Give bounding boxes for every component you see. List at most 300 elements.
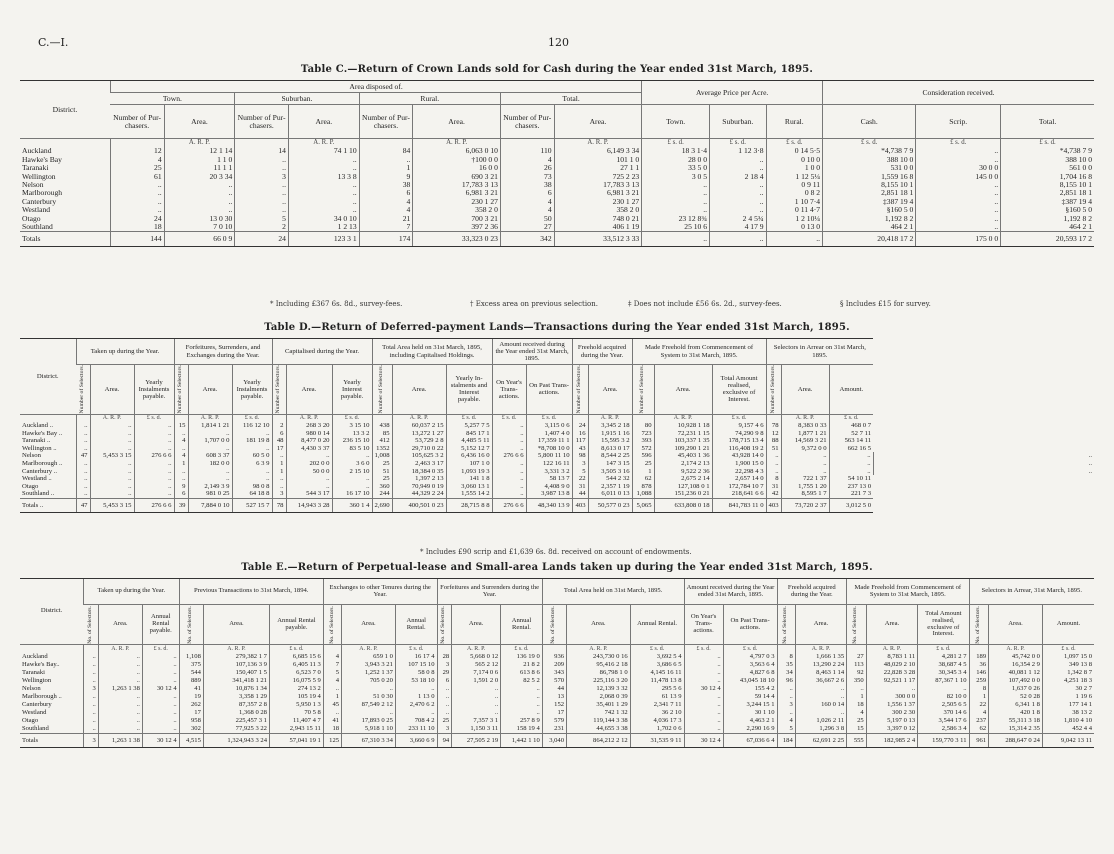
- unit-cell: A. R. P.: [342, 645, 396, 654]
- value-cell: 370 14 6: [918, 709, 969, 717]
- value-cell: 0 9 11: [766, 181, 823, 189]
- value-cell: 0 14 5·5: [766, 147, 823, 155]
- value-cell: 3: [272, 490, 286, 498]
- unit-cell: A. R. P.: [98, 645, 142, 654]
- value-cell: 73,720 2 37: [781, 499, 829, 513]
- value-cell: ..: [76, 483, 90, 491]
- value-cell: 21 8 2: [501, 661, 543, 669]
- value-cell: 0 13 0: [766, 223, 823, 232]
- value-cell: ..: [110, 206, 164, 214]
- value-cell: 23 12 8¾: [642, 215, 710, 223]
- value-cell: ..: [142, 693, 179, 701]
- unit-cell: £ s. d.: [492, 414, 526, 422]
- value-cell: *4,738 7 9: [823, 147, 916, 155]
- avg-rural-header: Rural.: [766, 105, 823, 139]
- value-cell: ..: [272, 475, 286, 483]
- value-cell: 27 1 1: [554, 164, 642, 172]
- taken-up-header: Taken up during the Year.: [76, 339, 174, 365]
- value-cell: ..: [110, 181, 164, 189]
- value-cell: 25 10 6: [642, 223, 710, 232]
- value-cell: 12,139 3 32: [567, 685, 631, 693]
- value-cell: 2,174 2 13: [654, 460, 712, 468]
- value-cell: 300 0 0: [866, 693, 917, 701]
- table-row: [20, 164, 1094, 172]
- amount-header: Amount.: [829, 365, 873, 415]
- value-cell: 33,512 3 33: [554, 232, 642, 246]
- value-cell: 92,521 1 17: [866, 677, 917, 685]
- district-header: District.: [20, 81, 110, 139]
- value-cell: ..: [235, 164, 289, 172]
- value-cell: 78: [272, 499, 286, 513]
- value-cell: 563 14 11: [829, 437, 873, 445]
- value-cell: ..: [142, 701, 179, 709]
- value-cell: 2: [272, 422, 286, 430]
- district-header: District.: [20, 339, 76, 415]
- num-purchasers-header: Number of Pur-chasers.: [110, 105, 164, 139]
- value-cell: 980 0 14: [286, 430, 332, 438]
- table-e: [20, 578, 1094, 748]
- value-cell: 1,368 0 28: [203, 709, 269, 717]
- district-cell: Hawke's Bay..: [22, 661, 60, 668]
- value-cell: 3: [572, 460, 588, 468]
- value-cell: 30,345 3 4: [918, 669, 969, 677]
- value-cell: 117: [572, 437, 588, 445]
- value-cell: 85: [372, 430, 392, 438]
- value-cell: 388 10 0: [823, 156, 916, 164]
- value-cell: ..: [452, 685, 501, 693]
- value-cell: 1,556 1 37: [866, 701, 917, 709]
- units-row: [20, 414, 1094, 422]
- suburban-header: Suburban.: [235, 93, 359, 105]
- value-cell: 8,595 1 7: [781, 490, 829, 498]
- district-cell: Taranaki: [22, 669, 45, 676]
- value-cell: 27: [847, 653, 867, 661]
- value-cell: 8,155 10 1: [823, 181, 916, 189]
- value-cell: ..: [492, 475, 526, 483]
- value-cell: 1: [174, 460, 188, 468]
- on-year-header: On Year's Trans-actions.: [492, 365, 526, 415]
- value-cell: §160 5 0: [1001, 206, 1094, 214]
- unit-cell: £ s. d.: [332, 414, 372, 422]
- value-cell: 60,037 2 15: [392, 422, 446, 430]
- value-cell: 2,470 6 2: [395, 701, 437, 709]
- value-cell: 936: [542, 653, 566, 661]
- value-cell: 73: [500, 173, 554, 181]
- value-cell: 349 13 8: [1042, 661, 1094, 669]
- num-selectors-label: No. of Selectors.: [86, 605, 93, 644]
- value-cell: 18: [323, 725, 341, 734]
- value-cell: 84: [359, 147, 413, 155]
- amount-header: Amount.: [1042, 605, 1094, 645]
- value-cell: 276 6 6: [134, 499, 174, 513]
- value-cell: 8,783 1 11: [866, 653, 917, 661]
- value-cell: ..: [916, 189, 1001, 197]
- value-cell: 3,345 2 18: [588, 422, 632, 430]
- value-cell: 159,770 3 11: [918, 734, 969, 748]
- made-freehold-header: Made Freehold from Commencement of System to 31st March, 1895.: [847, 579, 969, 605]
- value-cell: 6: [500, 189, 554, 197]
- value-cell: 33 5 0: [642, 164, 710, 172]
- value-cell: 87,549 2 12: [342, 701, 396, 709]
- value-cell: 7,357 3 1: [452, 717, 501, 725]
- table-row: [20, 445, 1094, 453]
- value-cell: 13,272 1 27: [392, 430, 446, 438]
- value-cell: 29: [437, 669, 452, 677]
- value-cell: ..: [134, 490, 174, 498]
- value-cell: 565 2 12: [452, 661, 501, 669]
- value-cell: 3,692 5 4: [630, 653, 684, 661]
- value-cell: ‡387 19 4: [1001, 198, 1094, 206]
- num-selectors-header: [766, 365, 781, 415]
- value-cell: ..: [188, 445, 232, 453]
- table-row: [20, 653, 1094, 661]
- unit-cell: A. R. P.: [654, 414, 712, 422]
- value-cell: ..: [916, 147, 1001, 155]
- value-cell: ..: [918, 685, 969, 693]
- value-cell: ..: [684, 677, 723, 685]
- value-cell: 113: [847, 661, 867, 669]
- value-cell: 1,093 19 3: [446, 468, 492, 476]
- value-cell: 6,063 0 10: [413, 147, 501, 155]
- value-cell: 464 2 1: [823, 223, 916, 232]
- value-cell: 155 4 2: [723, 685, 777, 693]
- value-cell: 1,008: [372, 452, 392, 460]
- value-cell: 51 0 30: [342, 693, 396, 701]
- area-header: Area.: [203, 605, 269, 645]
- value-cell: 3,544 17 6: [918, 717, 969, 725]
- value-cell: ..: [492, 437, 526, 445]
- value-cell: ..: [90, 468, 134, 476]
- area-header: Area.: [392, 365, 446, 415]
- value-cell: ..: [501, 685, 543, 693]
- unit-cell: [20, 139, 110, 148]
- value-cell: 259: [969, 677, 989, 685]
- unit-cell: A. R. P.: [286, 414, 332, 422]
- value-cell: 613 8 6: [501, 669, 543, 677]
- value-cell: 5: [572, 468, 588, 476]
- value-cell: 24: [110, 215, 164, 223]
- value-cell: 50,577 0 23: [588, 499, 632, 513]
- value-cell: 878: [632, 483, 654, 491]
- value-cell: 748 0 21: [554, 215, 642, 223]
- value-cell: 48: [272, 437, 286, 445]
- value-cell: ..: [492, 460, 526, 468]
- value-cell: ..: [142, 669, 179, 677]
- table-d: [20, 338, 1094, 513]
- value-cell: 1: [272, 468, 286, 476]
- value-cell: 107,136 3 9: [203, 661, 269, 669]
- value-cell: 16,075 5 9: [269, 677, 323, 685]
- value-cell: 146: [969, 669, 989, 677]
- unit-cell: [766, 414, 781, 422]
- unit-cell: £ s. d.: [446, 414, 492, 422]
- value-cell: 1,088: [632, 490, 654, 498]
- value-cell: 1,555 14 2: [446, 490, 492, 498]
- value-cell: 7,884 0 10: [188, 499, 232, 513]
- value-cell: ..: [642, 189, 710, 197]
- value-cell: ..: [142, 677, 179, 685]
- num-purchasers-header: Number of Pur-chasers.: [500, 105, 554, 139]
- on-past-header: On Past Trans-actions.: [526, 365, 572, 415]
- district-cell: Westland ..: [22, 475, 52, 483]
- value-cell: 50 0 0: [286, 468, 332, 476]
- value-cell: 6: [359, 189, 413, 197]
- previous-transactions-header: Previous Transactions to 31st March, 1894.: [179, 579, 323, 605]
- value-cell: 1 1 0: [164, 156, 235, 164]
- district-cell: Nelson: [22, 685, 41, 692]
- value-cell: ..: [288, 164, 359, 172]
- value-cell: 3,987 13 8: [526, 490, 572, 498]
- value-cell: 406 1 19: [554, 223, 642, 232]
- table-row: [20, 717, 1094, 725]
- value-cell: 74,290 9 8: [712, 430, 766, 438]
- value-cell: ..: [916, 223, 1001, 232]
- value-cell: 150,407 1 5: [203, 669, 269, 677]
- value-cell: 7,174 0 6: [452, 669, 501, 677]
- amount-received-header: Amount received during the Year ended 31st March, 1895.: [492, 339, 572, 365]
- unit-cell: [632, 414, 654, 422]
- value-cell: 30 12 4: [684, 734, 723, 748]
- value-cell: 1,707 0 0: [188, 437, 232, 445]
- value-cell: 705 0 20: [342, 677, 396, 685]
- value-cell: ..: [84, 709, 99, 717]
- value-cell: 38,687 4 5: [918, 661, 969, 669]
- value-cell: 61: [110, 173, 164, 181]
- value-cell: 86,798 1 0: [567, 669, 631, 677]
- district-cell: Auckland: [22, 147, 52, 156]
- area-header: Area.: [567, 605, 631, 645]
- value-cell: ..: [134, 437, 174, 445]
- value-cell: 420 1 8: [989, 709, 1043, 717]
- value-cell: 17: [179, 709, 203, 717]
- area-header: Area.: [286, 365, 332, 415]
- value-cell: ..: [84, 701, 99, 709]
- value-cell: ..: [288, 181, 359, 189]
- table-c: [20, 80, 1094, 247]
- total-amount-header: Total Amount realised, exclusive of Interest.: [712, 365, 766, 415]
- value-cell: 1,637 0 26: [989, 685, 1043, 693]
- value-cell: 6,011 0 13: [588, 490, 632, 498]
- value-cell: 4: [777, 717, 795, 725]
- table-row: [20, 189, 1094, 197]
- value-cell: ..: [501, 693, 543, 701]
- value-cell: 25: [847, 717, 867, 725]
- value-cell: 5,453 3 15: [90, 452, 134, 460]
- value-cell: 1,442 1 10: [501, 734, 543, 748]
- value-cell: 30 12 4: [142, 685, 179, 693]
- value-cell: 47: [76, 452, 90, 460]
- num-selectors-header: [572, 365, 588, 415]
- value-cell: ..: [232, 468, 272, 476]
- value-cell: 182 0 0: [188, 460, 232, 468]
- value-cell: ..: [501, 701, 543, 709]
- value-cell: 468 0 7: [829, 422, 873, 430]
- value-cell: 4: [323, 653, 341, 661]
- num-purchasers-header: Number of Pur-chasers.: [235, 105, 289, 139]
- totals-row: [20, 734, 1094, 748]
- value-cell: 3,040: [542, 734, 566, 748]
- value-cell: 1352: [372, 445, 392, 453]
- value-cell: ..: [437, 701, 452, 709]
- value-cell: ..: [866, 685, 917, 693]
- value-cell: ..: [288, 156, 359, 164]
- value-cell: ..: [90, 430, 134, 438]
- value-cell: 8: [766, 475, 781, 483]
- value-cell: 4,430 3 37: [286, 445, 332, 453]
- value-cell: 1,877 1 21: [781, 430, 829, 438]
- unit-cell: A. R. P.: [781, 414, 829, 422]
- taken-up-header: Taken up during the Year.: [84, 579, 179, 605]
- area-header: Area.: [164, 105, 235, 139]
- value-cell: ..: [98, 669, 142, 677]
- value-cell: ..: [492, 468, 526, 476]
- unit-cell: £ s. d.: [526, 414, 572, 422]
- value-cell: 51: [372, 468, 392, 476]
- value-cell: ..: [76, 490, 90, 498]
- area-header: Area.: [654, 365, 712, 415]
- forfeitures-header: Forfeitures, Surrenders, and Exchanges during the Year.: [174, 339, 272, 365]
- table-row: [20, 468, 1094, 476]
- num-selectors-header: [174, 365, 188, 415]
- value-cell: 48,029 2 10: [866, 661, 917, 669]
- value-cell: 107 15 10: [395, 661, 437, 669]
- selectors-arrear-header: Selectors in Arrear, 31st March, 1895.: [969, 579, 1094, 605]
- value-cell: ..: [98, 717, 142, 725]
- value-cell: 4,485 5 11: [446, 437, 492, 445]
- value-cell: ..: [342, 709, 396, 717]
- value-cell: 4: [500, 198, 554, 206]
- num-selectors-header: [969, 605, 989, 645]
- value-cell: 17,359 11 1: [526, 437, 572, 445]
- unit-cell: A. R. P.: [392, 414, 446, 422]
- value-cell: ..: [710, 206, 767, 214]
- value-cell: 4: [500, 156, 554, 164]
- table-row: [20, 173, 1094, 181]
- on-year-header: On Year's Trans-actions.: [684, 605, 723, 645]
- value-cell: 527 15 7: [232, 499, 272, 513]
- value-cell: ..: [134, 475, 174, 483]
- freehold-acquired-header: Freehold acquired during the Year.: [572, 339, 632, 365]
- num-selectors-label: No. of Selectors.: [550, 605, 557, 644]
- unit-cell: [777, 645, 795, 654]
- unit-cell: [272, 414, 286, 422]
- value-cell: ..: [90, 460, 134, 468]
- made-freehold-header: Made Freehold from Commencement of System to 31st March, 1895.: [632, 339, 766, 365]
- value-cell: ..: [395, 709, 437, 717]
- avg-suburban-header: Suburban.: [710, 105, 767, 139]
- value-cell: ..: [437, 709, 452, 717]
- district-cell: Canterbury ..: [22, 467, 58, 475]
- value-cell: 98: [572, 452, 588, 460]
- value-cell: 62,691 2 25: [795, 734, 846, 748]
- value-cell: 58 13 7: [526, 475, 572, 483]
- value-cell: 276 6 6: [134, 452, 174, 460]
- value-cell: 22,298 4 3: [712, 468, 766, 476]
- value-cell: 3 0 5: [642, 173, 710, 181]
- district-cell: Taranaki: [22, 164, 49, 173]
- num-selectors-header: [437, 605, 452, 645]
- value-cell: 92: [847, 669, 867, 677]
- value-cell: 742 1 32: [567, 709, 631, 717]
- area-header: Area.: [554, 105, 642, 139]
- value-cell: 0 11 4·7: [766, 206, 823, 214]
- num-selectors-label: Number of Selectors.: [769, 365, 776, 414]
- value-cell: 1,263 1 38: [98, 734, 142, 748]
- num-selectors-label: No. of Selectors.: [187, 605, 194, 644]
- value-cell: 845 17 1: [446, 430, 492, 438]
- value-cell: 3 6 0: [332, 460, 372, 468]
- value-cell: 4 17 9: [710, 223, 767, 232]
- value-cell: ..: [76, 437, 90, 445]
- value-cell: 1: [323, 693, 341, 701]
- value-cell: ..: [84, 693, 99, 701]
- value-cell: 22: [572, 475, 588, 483]
- unit-cell: A. R. P.: [164, 139, 235, 148]
- value-cell: 1,150 3 11: [452, 725, 501, 734]
- total-amount-header: Total Amount realised, exclusive of Interest.: [918, 605, 969, 645]
- value-cell: 9,157 4 6: [712, 422, 766, 430]
- value-cell: ..: [781, 452, 829, 460]
- value-cell: ..: [684, 701, 723, 709]
- unit-cell: £ s. d.: [710, 139, 767, 148]
- value-cell: ..: [332, 452, 372, 460]
- unit-cell: £ s. d.: [1001, 139, 1094, 148]
- value-cell: 276 6 6: [492, 452, 526, 460]
- value-cell: 52 7 11: [829, 430, 873, 438]
- value-cell: 119,144 3 38: [567, 717, 631, 725]
- value-cell: 1 12 3·8: [710, 147, 767, 155]
- value-cell: 2 18 4: [710, 173, 767, 181]
- value-cell: 28,715 8 8: [446, 499, 492, 513]
- freehold-acquired-header: Freehold acquired during the Year.: [777, 579, 847, 605]
- value-cell: ..: [710, 232, 767, 246]
- value-cell: 7: [323, 661, 341, 669]
- value-cell: 3: [437, 725, 452, 734]
- table-d-title: Table D.—Return of Deferred-payment Lands—Transactions during the Year ended 31st March, 1895.: [264, 322, 850, 333]
- value-cell: 29,710 0 22: [392, 445, 446, 453]
- value-cell: 36,667 2 6: [795, 677, 846, 685]
- value-cell: ..: [98, 653, 142, 661]
- value-cell: 13 0 30: [164, 215, 235, 223]
- value-cell: 35,401 1 29: [567, 701, 631, 709]
- value-cell: ..: [76, 468, 90, 476]
- value-cell: 18: [110, 223, 164, 232]
- unit-cell: £ s. d.: [232, 414, 272, 422]
- value-cell: 15,314 2 35: [989, 725, 1043, 734]
- value-cell: 6,149 3 34: [554, 147, 642, 155]
- table-row: [20, 677, 1094, 685]
- value-cell: 101 1 0: [554, 156, 642, 164]
- value-cell: 28: [437, 653, 452, 661]
- area-header: Area.: [342, 605, 396, 645]
- value-cell: 31,535 9 11: [630, 734, 684, 748]
- document-reference: C.—I.: [38, 36, 69, 49]
- value-cell: 34 0 10: [288, 215, 359, 223]
- unit-cell: £ s. d.: [642, 139, 710, 148]
- value-cell: ..: [766, 460, 781, 468]
- value-cell: ..: [235, 189, 289, 197]
- num-selectors-label: No. of Selectors.: [852, 605, 859, 644]
- value-cell: 257 8 9: [501, 717, 543, 725]
- value-cell: 96: [777, 677, 795, 685]
- value-cell: ..: [916, 156, 1001, 164]
- value-cell: 209: [542, 661, 566, 669]
- unit-cell: A. R. P.: [452, 645, 501, 654]
- value-cell: 177 14 1: [1042, 701, 1094, 709]
- num-purchasers-header: Number of Pur-chasers.: [359, 105, 413, 139]
- value-cell: 343: [542, 669, 566, 677]
- value-cell: 103,337 1 35: [654, 437, 712, 445]
